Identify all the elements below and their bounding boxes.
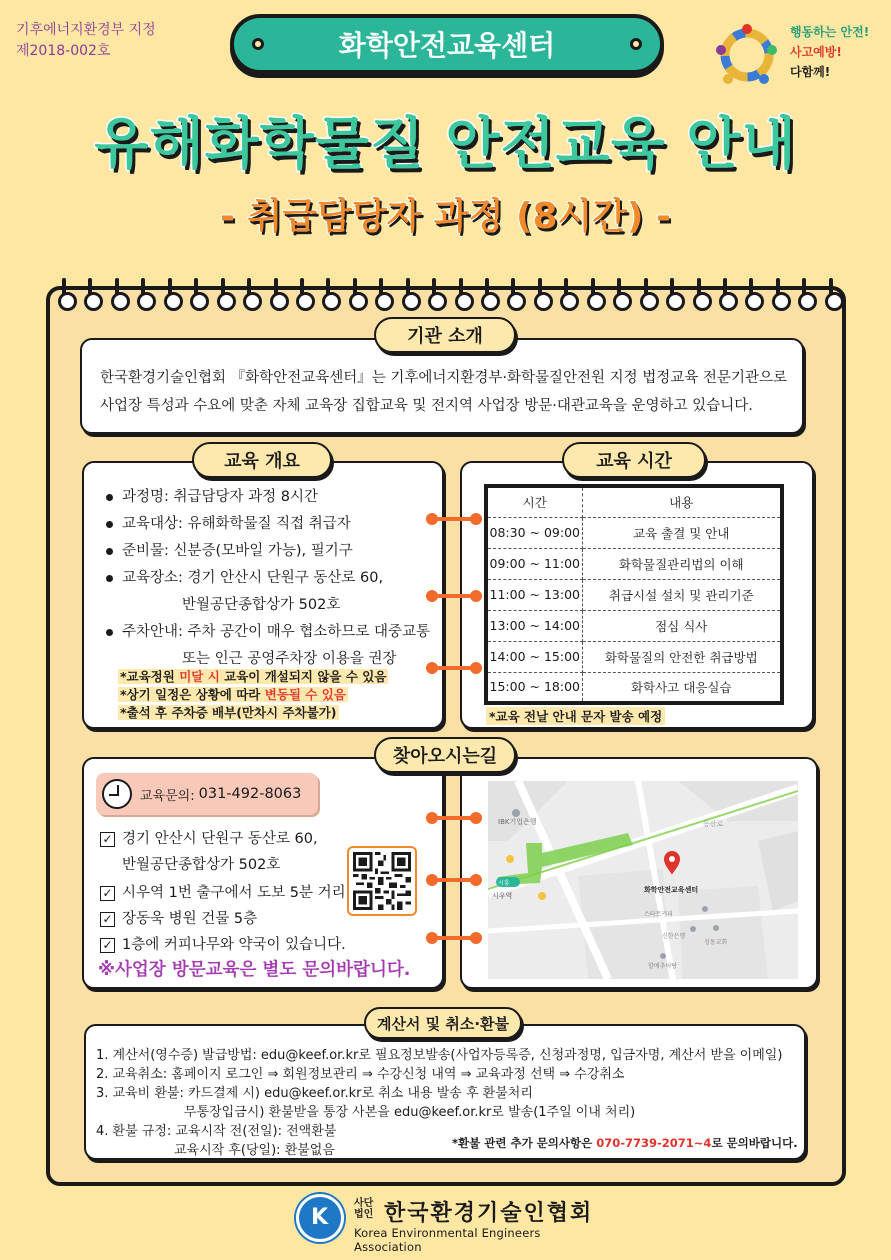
map-label-bank: IBK기업은행 (498, 818, 537, 826)
binding-ring-icon (217, 278, 230, 308)
binding-ring-icon (349, 278, 362, 308)
schedule-content: 화학물질관리법의 이해 (582, 548, 782, 579)
schedule-content: 점심 식사 (582, 610, 782, 641)
clock-icon (102, 779, 132, 809)
list-item (100, 852, 346, 880)
refund-note-text: *환불 관련 추가 문의사항은 (452, 1136, 597, 1150)
map-label-church: 성동교회 (704, 939, 728, 946)
overview-item: 과정명: 취급담당자 과정 8시간 (104, 484, 434, 511)
refund-note (452, 1135, 798, 1151)
note-1-highlight: 미달 시 (179, 669, 220, 684)
footer (296, 1194, 606, 1254)
directions-list (100, 826, 346, 958)
org-type (354, 1198, 373, 1220)
schedule-content: 화학사고 대응실습 (630, 679, 732, 695)
designation-text (16, 20, 156, 62)
billing-line: 교육시작 후(당일): 환불없음 (174, 1143, 335, 1158)
phone-label: 교육문의: (140, 788, 195, 804)
main-title: 유해화학물질 안전교육 안내 (94, 112, 797, 177)
binding-ring-icon (296, 278, 309, 308)
list-item (100, 906, 346, 932)
map-label-road: 동산로 (703, 820, 724, 828)
binding-ring-icon (745, 278, 758, 308)
note-2-highlight: 변동될 수 있음 (264, 687, 346, 702)
schedule-content: 교육 출결 및 안내 (582, 517, 782, 548)
binding-ring-icon (375, 278, 388, 308)
binding-ring-icon (84, 278, 97, 308)
billing-line: 1. 계산서(영수증) 발급방법: edu@keef.or.kr로 필요정보발송(사업자등록증, 신청과정명, 입금자명, 계산서 받을 이메일) (96, 1048, 783, 1063)
binding-ring-icon (270, 278, 283, 308)
direction-text: 장동욱 병원 건물 5층 (122, 911, 258, 927)
refund-phone[interactable]: 070-7739-2071~4 (596, 1136, 712, 1150)
overview-list (104, 484, 434, 673)
note-1-text-end: 교육이 개설되지 않을 수 있음 (219, 669, 387, 684)
map-label-target: 화학안전교육센터 (644, 886, 699, 894)
table-row (486, 548, 782, 579)
map-label-pharmacy: 할매추어탕 (648, 963, 677, 970)
location-map[interactable] (488, 781, 798, 979)
note-2 (118, 687, 348, 702)
ring-connector (426, 590, 482, 602)
schedule-note: *교육 전날 안내 문자 발송 예정 (486, 707, 665, 725)
qr-code-icon (353, 852, 411, 910)
binding-ring-icon (613, 278, 626, 308)
binding-ring-icon (137, 278, 150, 308)
binding-ring-icon (58, 278, 71, 308)
slogan-line-3: 다함께! (790, 65, 831, 79)
org-type-line-1: 사단 (354, 1198, 374, 1209)
phone-number[interactable]: 031-492-8063 (198, 786, 302, 802)
note-3: *출석 후 주차증 배부(만차시 주차불가) (120, 705, 337, 720)
overview-item: 준비물: 신분증(모바일 가능), 필기구 (104, 538, 434, 565)
schedule-label: 교육 시간 (562, 442, 706, 478)
ring-connector (426, 874, 482, 886)
schedule-content: 화학물질의 안전한 취급방법 (582, 641, 782, 672)
billing-line: 무통장입금시) 환불받을 통장 사본을 edu@keef.or.kr로 발송(1주일 이내 처리) (184, 1105, 636, 1120)
qr-code[interactable] (347, 846, 417, 916)
binding-ring-icon (402, 278, 415, 308)
association-emblem-icon: K (296, 1194, 344, 1242)
schedule-header-row (486, 486, 782, 517)
ring-connector (426, 513, 482, 525)
binding-ring-icon (534, 278, 547, 308)
binding-ring-icon (455, 278, 468, 308)
checkbox-icon: ✓ (100, 832, 115, 847)
schedule-time: 11:00 ~ 13:00 (486, 579, 582, 610)
overview-item: 반월공단종합상가 502호 (182, 597, 341, 613)
overview-item: 또는 인근 공영주차장 이용을 권장 (182, 651, 397, 667)
map-label-bank2: 신한은행 (662, 933, 686, 940)
directions-label: 찾아오시는길 (374, 737, 516, 773)
map-label-station: 시우역 (492, 892, 513, 900)
note-1-text: *교육정원 (120, 669, 180, 684)
map-label-cafe: 스타트커피 (644, 911, 673, 918)
notebook-rings (58, 278, 838, 308)
binding-ring-icon (560, 278, 573, 308)
refund-note-text-end: 로 문의바랍니다. (711, 1136, 798, 1150)
schedule-col-content: 내용 (582, 486, 782, 517)
binding-ring-icon (190, 278, 203, 308)
billing-label: 계산서 및 취소·환불 (364, 1007, 522, 1039)
visit-note: ※사업장 방문교육은 별도 문의바랍니다. (98, 960, 411, 980)
direction-text: 경기 안산시 단원구 동산로 60, (122, 831, 318, 847)
billing-line: 3. 교육비 환불: 카드결제 시) edu@keef.or.kr로 취소 내용 발송 후 환불처리 (96, 1086, 533, 1101)
slogan-line-1: 행동하는 안전! (790, 25, 870, 39)
designation-line-2: 제2018-002호 (16, 43, 111, 59)
slogan-line-2: 사고예방! (790, 45, 842, 59)
billing-line: 2. 교육취소: 홈페이지 로그인 ⇒ 회원정보관리 ⇒ 수강신청 내역 ⇒ 교육과정 선택 ⇒ 수강취소 (96, 1067, 625, 1082)
binding-ring-icon (640, 278, 653, 308)
table-row (486, 610, 782, 641)
table-row (486, 641, 782, 672)
list-item (100, 826, 346, 852)
overview-item: 교육대상: 유해화학물질 직접 취급자 (104, 511, 434, 538)
checkbox-icon: ✓ (100, 938, 115, 953)
ring-connector (426, 932, 482, 944)
safety-people-logo-icon (712, 22, 782, 88)
overview-item: 주차안내: 주차 공간이 매우 협소하므로 대중교통 (104, 619, 434, 646)
intro-text: 한국환경기술인협회 『화학안전교육센터』는 기후에너지환경부·화학물질안전원 지정 법정교육 전문기관으로 사업장 특성과 수요에 맞춘 자체 교육장 집합교육 및 전지역 사업장 방문·대관교육을 운영하고 있습니다. (100, 370, 787, 414)
binding-ring-icon (507, 278, 520, 308)
binding-ring-icon (798, 278, 811, 308)
list-item (100, 932, 346, 958)
binding-ring-icon (666, 278, 679, 308)
schedule-col-time: 시간 (486, 486, 582, 517)
direction-text: 시우역 1번 출구에서 도보 5분 거리 (122, 885, 346, 901)
checkbox-icon: ✓ (100, 886, 115, 901)
sub-title: - 취급담당자 과정 (8시간) - (220, 196, 671, 237)
schedule-time: 14:00 ~ 15:00 (486, 641, 582, 672)
designation-line-1: 기후에너지환경부 지정 (16, 22, 156, 38)
checkbox-icon: ✓ (100, 912, 115, 927)
map-graphic (488, 781, 798, 979)
org-type-line-2: 법인 (354, 1209, 374, 1220)
binding-ring-icon (693, 278, 706, 308)
binding-ring-icon (825, 278, 838, 308)
binding-ring-icon (428, 278, 441, 308)
center-name-banner (230, 14, 664, 74)
center-name: 화학안전교육센터 (338, 29, 556, 62)
schedule-time: 15:00 ~ 18:00 (486, 672, 582, 703)
binding-ring-icon (772, 278, 785, 308)
org-name-en: Korea Environmental Engineers Association (354, 1226, 541, 1254)
banner-dot-right (630, 38, 642, 50)
ring-connector (426, 812, 482, 824)
overview-notes (118, 668, 388, 722)
binding-ring-icon (243, 278, 256, 308)
schedule-content: 취급시설 설치 및 관리기준 (582, 579, 782, 610)
binding-ring-icon (719, 278, 732, 308)
direction-text: 1층에 커피나무와 약국이 있습니다. (122, 937, 346, 953)
map-label-station-badge: 시흥 (498, 880, 510, 887)
binding-ring-icon (111, 278, 124, 308)
binding-ring-icon (481, 278, 494, 308)
banner-dot-left (252, 38, 264, 50)
overview-label: 교육 개요 (192, 442, 332, 478)
table-row (486, 672, 782, 703)
binding-ring-icon (322, 278, 335, 308)
table-row (486, 579, 782, 610)
table-row (486, 517, 782, 548)
schedule-time: 08:30 ~ 09:00 (486, 517, 582, 548)
overview-item: 교육장소: 경기 안산시 단원구 동산로 60, (104, 565, 434, 592)
list-item (100, 880, 346, 906)
schedule-time: 09:00 ~ 11:00 (486, 548, 582, 579)
note-1 (118, 669, 388, 684)
phone-box (96, 773, 318, 815)
note-2-text: *상기 일정은 상황에 따라 (120, 687, 265, 702)
schedule-table (484, 484, 784, 705)
slogan (790, 22, 869, 82)
binding-ring-icon (587, 278, 600, 308)
intro-label: 기관 소개 (374, 317, 516, 353)
direction-text: 반월공단종합상가 502호 (122, 857, 281, 873)
org-name: 한국환경기술인협회 (384, 1201, 594, 1226)
billing-line: 4. 환불 규정: 교육시작 전(전일): 전액환불 (96, 1124, 337, 1139)
binding-ring-icon (164, 278, 177, 308)
ring-connector (426, 662, 482, 674)
schedule-time: 13:00 ~ 14:00 (486, 610, 582, 641)
